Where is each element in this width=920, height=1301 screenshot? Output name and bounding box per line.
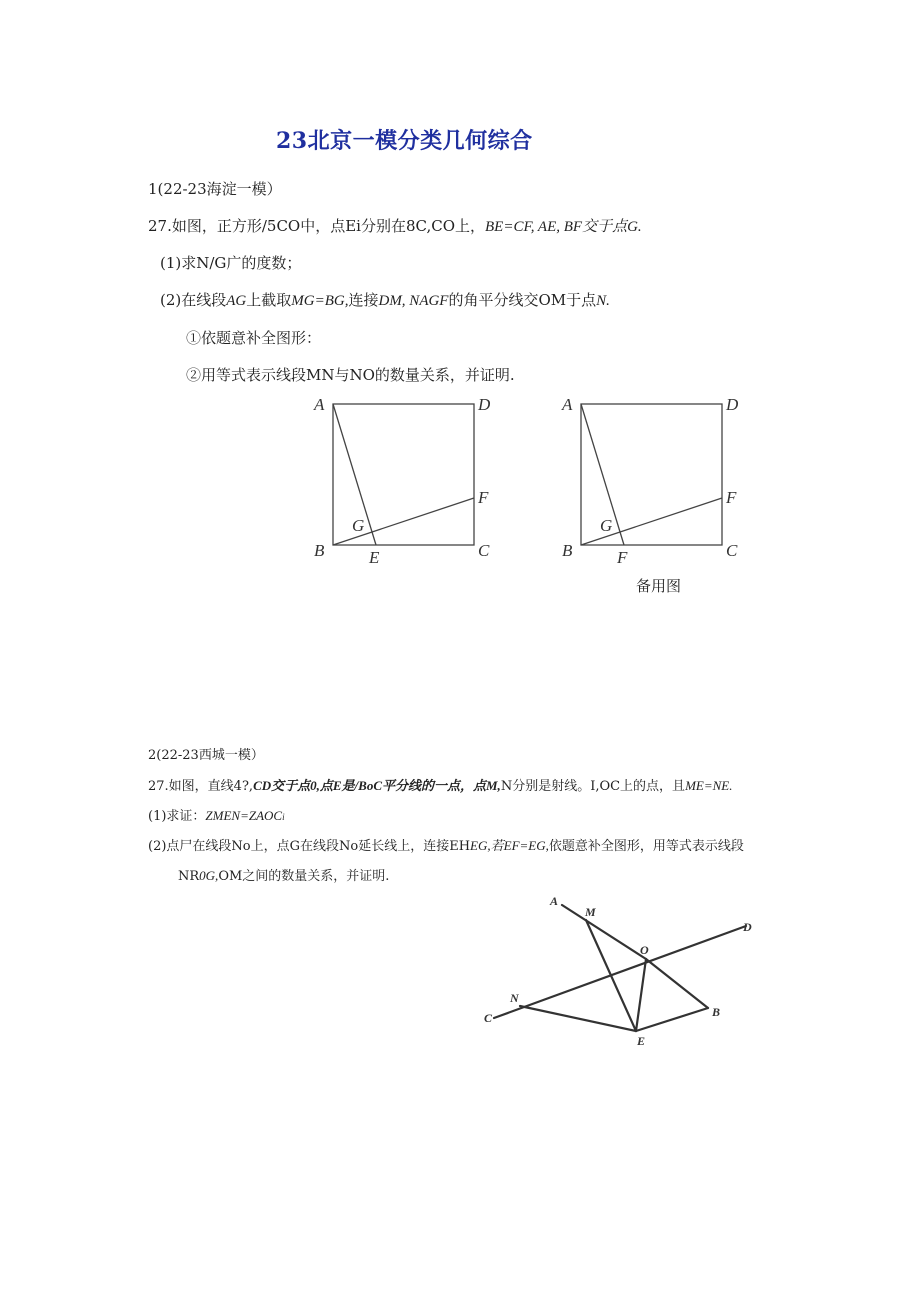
p2-stem-b: CD交于点0,点E是/BoC平分线的一点，点M, bbox=[253, 778, 501, 793]
square-figure-backup bbox=[548, 388, 758, 573]
problem1-question-1: (1)求N/G广的度数； bbox=[160, 254, 302, 272]
problem2-stem bbox=[148, 775, 732, 794]
p2-q2-b: EG, bbox=[470, 838, 491, 853]
problem2-source: 2(22-23西城一模） bbox=[148, 748, 264, 763]
q2-part-g: 的角平分线交OM于点 bbox=[448, 291, 597, 309]
label-d: D bbox=[743, 920, 752, 934]
segment-oe bbox=[636, 959, 646, 1031]
label-b: B bbox=[562, 541, 573, 560]
label-c: C bbox=[726, 541, 738, 560]
p2-q1-c: i bbox=[282, 812, 285, 822]
problem1-stem-italic: BE=CF, AE, BF交于点G. bbox=[485, 219, 642, 235]
p2-q2-a: (2)点尸在线段No上，点G在线段No延长线上，连接EH bbox=[148, 839, 471, 854]
label-e: E bbox=[369, 548, 380, 567]
p2-stem-c: N分别是射线。I,OC上的点，且 bbox=[500, 779, 686, 794]
label-a: A bbox=[562, 395, 573, 414]
p2-q1-a: (1)求证： bbox=[148, 809, 206, 824]
q2-part-f: DM, NAGF bbox=[378, 293, 449, 309]
ray-oa bbox=[562, 905, 646, 959]
label-g: G bbox=[600, 516, 613, 535]
problem2-question-2-line2 bbox=[178, 865, 389, 884]
problem1-stem bbox=[148, 215, 642, 236]
problem1-subquestion-2: ②用等式表示线段MN与NO的数量关系，并证明. bbox=[186, 366, 515, 384]
label-d: D bbox=[726, 395, 739, 414]
label-m: M bbox=[585, 905, 596, 919]
angle-bisector-figure bbox=[470, 888, 770, 1058]
problem1-stem-text: 27.如图，正方形/5CO中，点Ei分别在8C,CO上， bbox=[148, 217, 486, 235]
label-a: A bbox=[550, 894, 559, 908]
problem1-source: 1(22-23海淀一模） bbox=[148, 180, 282, 198]
q2-part-d: MG=BG, bbox=[291, 293, 349, 309]
q2-part-e: 连接 bbox=[348, 291, 379, 309]
segment-ne bbox=[520, 1006, 636, 1031]
problem1-question-2 bbox=[160, 289, 610, 310]
label-b: B bbox=[712, 1005, 721, 1019]
p2-q2-line2-a: NR bbox=[178, 869, 200, 884]
label-c: C bbox=[478, 541, 490, 560]
q2-part-b: AG bbox=[226, 293, 247, 309]
square-figure-main bbox=[300, 388, 510, 573]
p2-q2-line2-b: 0G, bbox=[199, 868, 219, 883]
backup-figure-caption: 备用图 bbox=[636, 577, 682, 595]
problem2-question-2 bbox=[148, 835, 744, 854]
problem2-question-1 bbox=[148, 805, 285, 824]
label-f: F bbox=[726, 488, 737, 507]
label-a: A bbox=[314, 395, 325, 414]
p2-q1-b: ZMEN=ZAOC bbox=[205, 808, 283, 823]
p2-q2-line2-c: OM之间的数量关系，并证明. bbox=[218, 869, 390, 884]
q2-part-h: N. bbox=[596, 293, 610, 309]
label-f: F bbox=[478, 488, 489, 507]
page-title: 23北京一模分类几何综合 bbox=[276, 128, 533, 154]
p2-q2-c: 若EF=EG, bbox=[490, 838, 549, 853]
p2-stem-a: 27.如图，直线4?, bbox=[148, 779, 254, 794]
segment-eb bbox=[636, 1008, 708, 1031]
p2-stem-d: ME=NE. bbox=[685, 778, 733, 793]
label-d: D bbox=[478, 395, 491, 414]
label-e: E bbox=[637, 1034, 646, 1048]
label-n: N bbox=[510, 991, 519, 1005]
q2-part-c: 上截取 bbox=[246, 291, 292, 309]
label-c: C bbox=[484, 1011, 493, 1025]
segment-ob bbox=[646, 959, 708, 1008]
q2-part-a: (2)在线段 bbox=[160, 291, 227, 309]
line-cd bbox=[494, 926, 746, 1018]
p2-q2-d: 依题意补全图形，用等式表示线段 bbox=[548, 839, 744, 854]
label-e: F bbox=[617, 548, 628, 567]
label-g: G bbox=[352, 516, 365, 535]
label-o: O bbox=[640, 943, 649, 957]
label-b: B bbox=[314, 541, 325, 560]
problem1-subquestion-1: ①依题意补全图形： bbox=[186, 329, 322, 347]
